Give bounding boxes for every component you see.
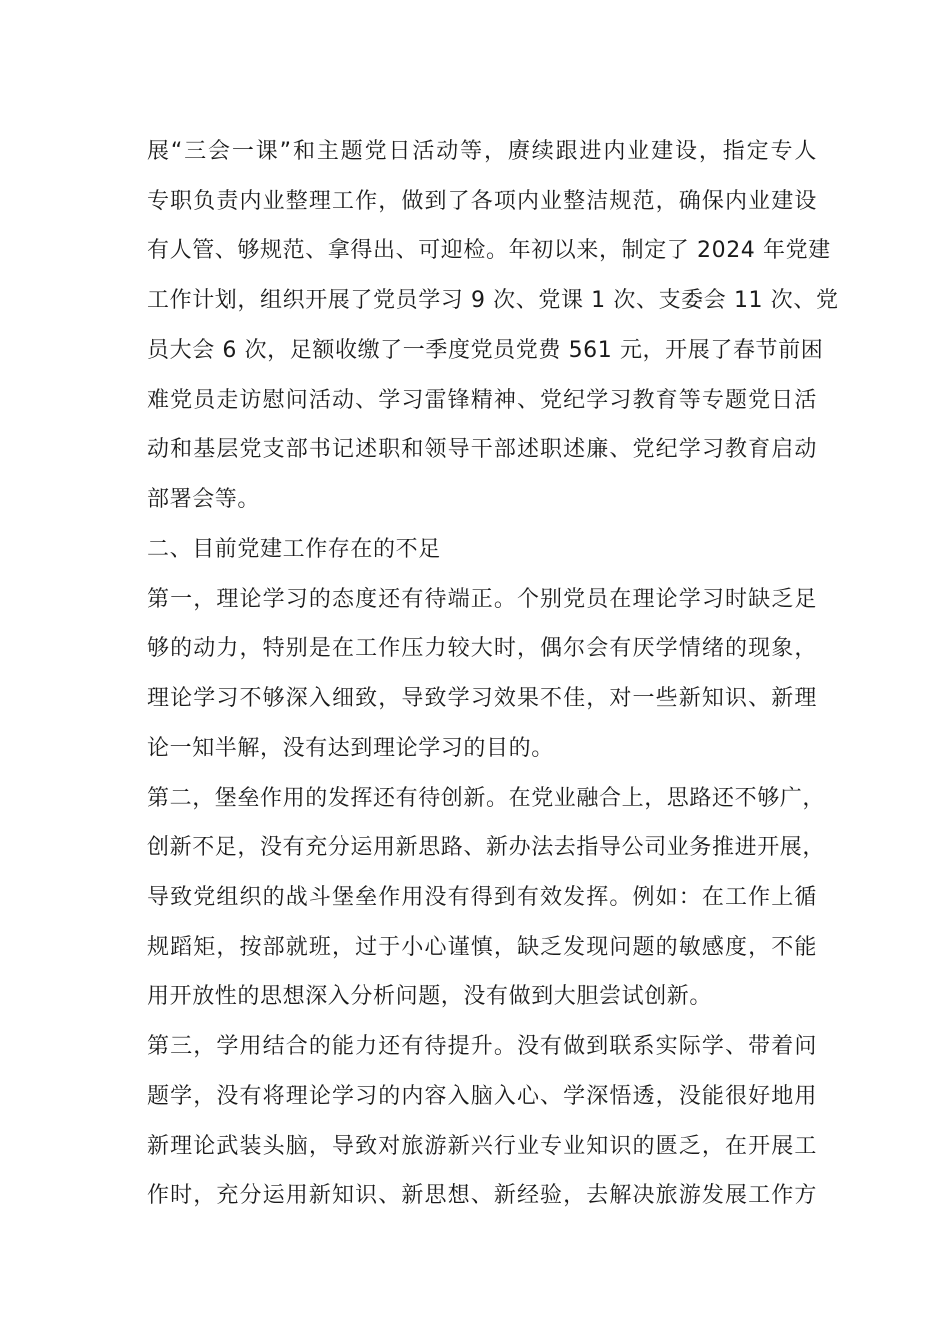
text-line: 部署会等。	[147, 487, 261, 512]
section-heading: 二、目前党建工作存在的不足	[147, 537, 441, 562]
text-line: 够的动力，特别是在工作压力较大时，偶尔会有厌学情绪的现象，	[147, 636, 817, 661]
text-line: 专职负责内业整理工作，做到了各项内业整洁规范，确保内业建设	[147, 189, 817, 214]
text-line: 论一知半解，没有达到理论学习的目的。	[147, 736, 554, 761]
text-line: 第二，堡垒作用的发挥还有待创新。在党业融合上，思路还不够广，	[147, 786, 826, 811]
text-line: 第一，理论学习的态度还有待端正。个别党员在理论学习时缺乏足	[147, 587, 817, 612]
text-line: 新理论武装头脑，导致对旅游新兴行业专业知识的匮乏，在开展工	[147, 1134, 817, 1159]
text-line: 导致党组织的战斗堡垒作用没有得到有效发挥。例如：在工作上循	[147, 885, 817, 910]
text-line: 题学，没有将理论学习的内容入脑入心、学深悟透，没能很好地用	[147, 1084, 817, 1109]
text-line: 工作计划，组织开展了党员学习 9 次、党课 1 次、支委会 11 次、党	[147, 288, 839, 313]
text-line: 展“三会一课”和主题党日活动等，赓续跟进内业建设，指定专人	[147, 139, 817, 164]
text-line: 作时，充分运用新知识、新思想、新经验，去解决旅游发展工作方	[147, 1183, 817, 1208]
text-line: 规蹈矩，按部就班，过于小心谨慎，缺乏发现问题的敏感度，不能	[147, 935, 817, 960]
text-line: 有人管、够规范、拿得出、可迎检。年初以来，制定了 2024 年党建	[147, 238, 831, 263]
text-line: 动和基层党支部书记述职和领导干部述职述廉、党纪学习教育启动	[147, 437, 817, 462]
text-line: 创新不足，没有充分运用新思路、新办法去指导公司业务推进开展，	[147, 835, 826, 860]
text-line: 理论学习不够深入细致，导致学习效果不佳，对一些新知识、新理	[147, 686, 817, 711]
text-line: 用开放性的思想深入分析问题，没有做到大胆尝试创新。	[147, 984, 713, 1009]
text-line: 难党员走访慰问活动、学习雷锋精神、党纪学习教育等专题党日活	[147, 388, 817, 413]
text-line: 第三，学用结合的能力还有待提升。没有做到联系实际学、带着问	[147, 1034, 817, 1059]
text-line: 员大会 6 次，足额收缴了一季度党员党费 561 元，开展了春节前困	[147, 338, 824, 363]
